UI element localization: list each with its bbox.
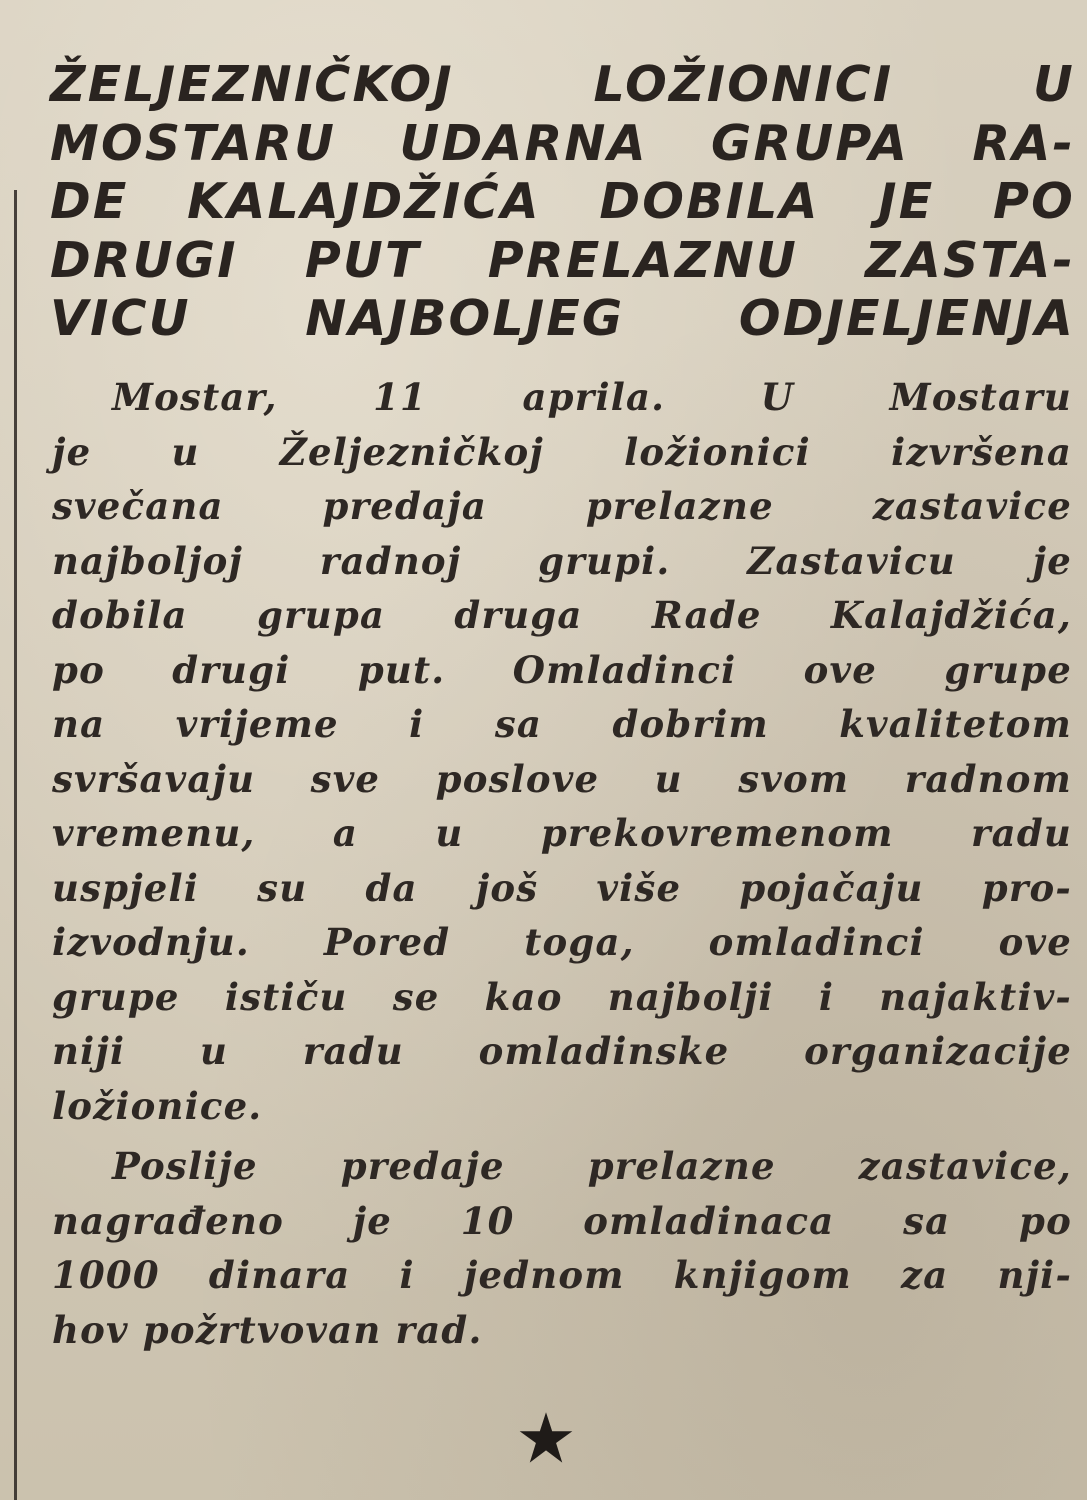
article-line: uspjeli su da još više pojačaju pro- xyxy=(52,865,1072,910)
article-line: ložionice. xyxy=(52,1083,263,1128)
article-body xyxy=(52,370,1072,1357)
headline-line: DE KALAJDŽIĆA DOBILA JE PO xyxy=(50,173,1075,230)
article-line: vremenu, a u prekovremenom radu xyxy=(52,811,1072,855)
article-line: 1000 dinara i jednom knjigom za nji- xyxy=(52,1253,1072,1297)
article-line: nagrađeno je 10 omladinaca sa po xyxy=(52,1198,1072,1243)
headline xyxy=(50,56,1075,349)
column-rule xyxy=(14,190,17,1500)
article-line: svečana predaja prelazne zastavice xyxy=(52,484,1072,528)
headline-line: VICU NAJBOLJEG ODJELJENJA xyxy=(50,290,1075,347)
headline-line: MOSTARU UDARNA GRUPA RA- xyxy=(50,114,1075,172)
article-line: po drugi put. Omladinci ove grupe xyxy=(52,647,1072,692)
headline-line: DRUGI PUT PRELAZNU ZASTA- xyxy=(50,231,1075,289)
article-line: najboljoj radnoj grupi. Zastavicu je xyxy=(52,538,1072,583)
article-line: Mostar, 11 aprila. U Mostaru xyxy=(112,375,1072,419)
article-line: niji u radu omladinske organizacije xyxy=(52,1029,1072,1073)
article-line: hov požrtvovan rad. xyxy=(52,1307,483,1352)
article-line: svršavaju sve poslove u svom radnom xyxy=(52,756,1072,801)
paragraph-1 xyxy=(52,370,1072,1133)
article-line: je u Željezničkoj ložionici izvršena xyxy=(52,429,1072,474)
article-line: na vrijeme i sa dobrim kvalitetom xyxy=(52,702,1072,746)
article-line: grupe ističu se kao najbolji i najaktiv- xyxy=(52,974,1072,1019)
article-line: Poslije predaje prelazne zastavice, xyxy=(112,1144,1072,1188)
paragraph-2 xyxy=(52,1139,1072,1357)
headline-line: ŽELJEZNIČKOJ LOŽIONICI U xyxy=(50,56,1075,113)
article-line: dobila grupa druga Rade Kalajdžića, xyxy=(52,593,1072,637)
star-icon xyxy=(518,1410,574,1466)
article-line: izvodnju. Pored toga, omladinci ove xyxy=(52,920,1072,964)
